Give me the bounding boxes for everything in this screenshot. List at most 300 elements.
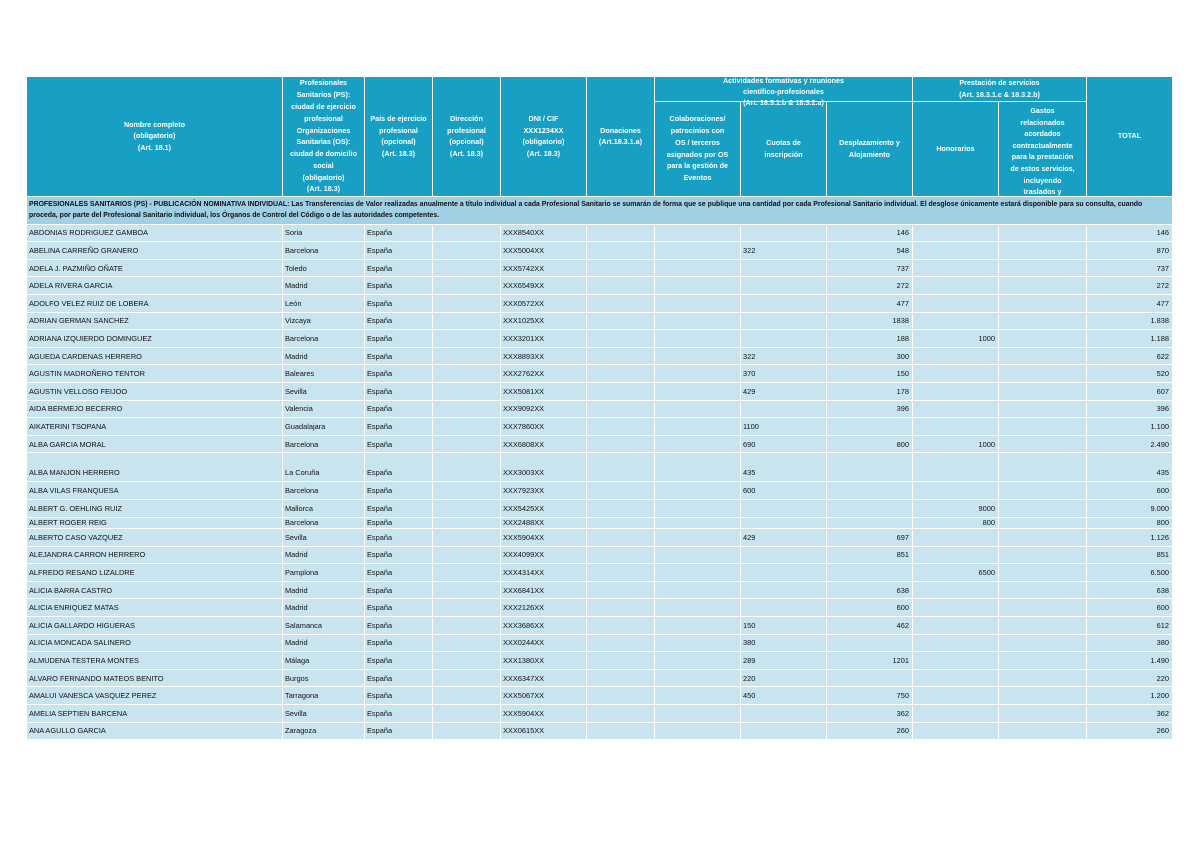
cell-colaboraciones (655, 312, 741, 330)
cell-desplazamiento: 188 (827, 330, 913, 348)
cell-cuotas: 600 (741, 482, 827, 500)
cell-ciudad: La Coruña (283, 453, 365, 482)
cell-pais: España (365, 581, 433, 599)
cell-dni: XXX5067XX (501, 687, 587, 705)
cell-honorarios (913, 312, 999, 330)
cell-colaboraciones (655, 224, 741, 242)
table-row (27, 517, 1173, 529)
cell-honorarios (913, 599, 999, 617)
cell-colaboraciones (655, 453, 741, 482)
cell-ciudad: Soria (283, 224, 365, 242)
cell-direccion (433, 347, 501, 365)
cell-nombre: ALBERTO CASO VAZQUEZ (27, 529, 283, 547)
cell-pais: España (365, 634, 433, 652)
cell-nombre: ADRIANA IZQUIERDO DOMINGUEZ (27, 330, 283, 348)
cell-dni: XXX0572XX (501, 294, 587, 312)
cell-donaciones (587, 599, 655, 617)
cell-dni: XXX5742XX (501, 259, 587, 277)
cell-dni: XXX4099XX (501, 546, 587, 564)
cell-ciudad: Sevilla (283, 704, 365, 722)
cell-honorarios (913, 529, 999, 547)
cell-cuotas: 150 (741, 616, 827, 634)
cell-nombre: ALVARO FERNANDO MATEOS BENITO (27, 669, 283, 687)
cell-gastos (999, 418, 1087, 436)
cell-nombre: ADRIAN GERMAN SANCHEZ (27, 312, 283, 330)
cell-colaboraciones (655, 499, 741, 517)
cell-direccion (433, 546, 501, 564)
cell-dni: XXX8540XX (501, 224, 587, 242)
cell-donaciones (587, 418, 655, 436)
cell-pais: España (365, 453, 433, 482)
cell-colaboraciones (655, 581, 741, 599)
table-row (27, 330, 1173, 348)
cell-donaciones (587, 546, 655, 564)
cell-nombre: ADELA J. PAZMIÑO OÑATE (27, 259, 283, 277)
table-row (27, 482, 1173, 500)
cell-desplazamiento: 150 (827, 365, 913, 383)
cell-direccion (433, 564, 501, 582)
cell-dni: XXX8893XX (501, 347, 587, 365)
cell-cuotas: 429 (741, 382, 827, 400)
cell-donaciones (587, 634, 655, 652)
cell-total: 520 (1087, 365, 1173, 383)
cell-honorarios (913, 652, 999, 670)
cell-nombre: AGUSTIN MADROÑERO TENTOR (27, 365, 283, 383)
cell-honorarios (913, 242, 999, 260)
cell-dni: XXX6347XX (501, 669, 587, 687)
cell-donaciones (587, 564, 655, 582)
cell-pais: España (365, 599, 433, 617)
cell-total: 396 (1087, 400, 1173, 418)
cell-ciudad: Barcelona (283, 517, 365, 529)
table-row (27, 224, 1173, 242)
cell-desplazamiento (827, 499, 913, 517)
cell-nombre: ABDONIAS RODRIGUEZ GAMBOA (27, 224, 283, 242)
table-row (27, 294, 1173, 312)
table-row (27, 687, 1173, 705)
cell-ciudad: Barcelona (283, 435, 365, 453)
cell-direccion (433, 529, 501, 547)
cell-ciudad: Madrid (283, 546, 365, 564)
cell-dni: XXX2762XX (501, 365, 587, 383)
cell-donaciones (587, 277, 655, 295)
cell-cuotas (741, 259, 827, 277)
cell-cuotas (741, 564, 827, 582)
cell-donaciones (587, 365, 655, 383)
cell-total: 1.490 (1087, 652, 1173, 670)
cell-pais: España (365, 482, 433, 500)
cell-total: 1.838 (1087, 312, 1173, 330)
table-row (27, 400, 1173, 418)
cell-gastos (999, 400, 1087, 418)
cell-desplazamiento (827, 517, 913, 529)
cell-desplazamiento (827, 669, 913, 687)
transfers-table (26, 76, 1173, 740)
transfers-sheet (26, 76, 1172, 740)
header-colaboraciones: Colaboraciones/ patrocinios con OS / terceros asignados por OS para la gestión de Eventos (655, 101, 741, 196)
cell-desplazamiento: 600 (827, 599, 913, 617)
cell-gastos (999, 224, 1087, 242)
cell-donaciones (587, 294, 655, 312)
table-row (27, 259, 1173, 277)
cell-honorarios (913, 453, 999, 482)
cell-colaboraciones (655, 382, 741, 400)
cell-colaboraciones (655, 259, 741, 277)
cell-pais: España (365, 546, 433, 564)
cell-direccion (433, 259, 501, 277)
cell-desplazamiento: 178 (827, 382, 913, 400)
cell-dni: XXX7923XX (501, 482, 587, 500)
cell-gastos (999, 242, 1087, 260)
cell-total: 1.200 (1087, 687, 1173, 705)
cell-nombre: ALEJANDRA CARRON HERRERO (27, 546, 283, 564)
header-ciudad: Profesionales Sanitarios (PS): ciudad de ejercicio profesional Organizaciones Sanitarias (OS): ciudad de domicilio social (obligatorio) (Art. 18.3) (283, 77, 365, 197)
cell-direccion (433, 242, 501, 260)
cell-pais: España (365, 330, 433, 348)
cell-desplazamiento: 462 (827, 616, 913, 634)
cell-cuotas (741, 312, 827, 330)
cell-gastos (999, 669, 1087, 687)
cell-desplazamiento: 1838 (827, 312, 913, 330)
cell-honorarios: 6500 (913, 564, 999, 582)
cell-pais: España (365, 382, 433, 400)
cell-honorarios: 9000 (913, 499, 999, 517)
table-header (27, 77, 1173, 197)
cell-nombre: AGUSTIN VELLOSO FEIJOO (27, 382, 283, 400)
cell-gastos (999, 330, 1087, 348)
cell-ciudad: Madrid (283, 277, 365, 295)
cell-cuotas (741, 294, 827, 312)
table-row (27, 564, 1173, 582)
table-row (27, 312, 1173, 330)
cell-direccion (433, 704, 501, 722)
cell-honorarios (913, 704, 999, 722)
cell-gastos (999, 517, 1087, 529)
cell-gastos (999, 499, 1087, 517)
cell-pais: España (365, 400, 433, 418)
cell-total: 737 (1087, 259, 1173, 277)
cell-ciudad: Toledo (283, 259, 365, 277)
cell-desplazamiento (827, 453, 913, 482)
header-nombre: Nombre completo (obligatorio) (Art. 18.1) (27, 77, 283, 197)
cell-nombre: AMALUI VANESCA VASQUEZ PEREZ (27, 687, 283, 705)
table-row (27, 704, 1173, 722)
cell-nombre: ALICIA MONCADA SALINERO (27, 634, 283, 652)
cell-gastos (999, 435, 1087, 453)
cell-total: 1.126 (1087, 529, 1173, 547)
cell-pais: España (365, 347, 433, 365)
cell-desplazamiento (827, 482, 913, 500)
cell-donaciones (587, 669, 655, 687)
header-actividades: Actividades formativas y reuniones científico-profesionales (Art. 18.3.1.b & 18.3.2.a) (655, 77, 913, 102)
cell-dni: XXX6549XX (501, 277, 587, 295)
cell-cuotas: 690 (741, 435, 827, 453)
cell-dni: XXX5904XX (501, 529, 587, 547)
cell-gastos (999, 277, 1087, 295)
cell-total: 2.490 (1087, 435, 1173, 453)
cell-nombre: ALMUDENA TESTERA MONTES (27, 652, 283, 670)
cell-direccion (433, 482, 501, 500)
header-direccion: Dirección profesional (opcional) (Art. 18.3) (433, 77, 501, 197)
cell-pais: España (365, 365, 433, 383)
cell-dni: XXX3003XX (501, 453, 587, 482)
cell-honorarios (913, 482, 999, 500)
cell-nombre: ALICIA ENRIQUEZ MATAS (27, 599, 283, 617)
cell-direccion (433, 435, 501, 453)
cell-direccion (433, 581, 501, 599)
table-row (27, 365, 1173, 383)
cell-cuotas: 435 (741, 453, 827, 482)
cell-pais: España (365, 294, 433, 312)
cell-cuotas (741, 546, 827, 564)
cell-gastos (999, 722, 1087, 740)
header-donaciones: Donaciones (Art.18.3.1.a) (587, 77, 655, 197)
header-honorarios: Honorarios (913, 101, 999, 196)
cell-honorarios (913, 722, 999, 740)
cell-desplazamiento (827, 634, 913, 652)
cell-honorarios (913, 294, 999, 312)
cell-ciudad: Málaga (283, 652, 365, 670)
cell-dni: XXX5425XX (501, 499, 587, 517)
cell-direccion (433, 294, 501, 312)
header-gastos: Gastos relacionados acordados contractualmente para la prestación de estos servicios, incluyendo traslados y (999, 101, 1087, 196)
table-row (27, 382, 1173, 400)
cell-ciudad: Zaragoza (283, 722, 365, 740)
cell-donaciones (587, 382, 655, 400)
cell-gastos (999, 312, 1087, 330)
cell-desplazamiento: 260 (827, 722, 913, 740)
cell-nombre: AIDA BERMEJO BECERRO (27, 400, 283, 418)
cell-pais: España (365, 517, 433, 529)
cell-nombre: AIKATERINI TSOPANA (27, 418, 283, 436)
cell-direccion (433, 277, 501, 295)
cell-desplazamiento: 800 (827, 435, 913, 453)
cell-colaboraciones (655, 634, 741, 652)
cell-ciudad: Salamanca (283, 616, 365, 634)
cell-direccion (433, 499, 501, 517)
cell-donaciones (587, 259, 655, 277)
cell-donaciones (587, 453, 655, 482)
cell-nombre: AGUEDA CARDENAS HERRERO (27, 347, 283, 365)
cell-desplazamiento: 638 (827, 581, 913, 599)
cell-donaciones (587, 529, 655, 547)
cell-desplazamiento: 477 (827, 294, 913, 312)
table-row (27, 616, 1173, 634)
cell-gastos (999, 259, 1087, 277)
cell-cuotas: 1100 (741, 418, 827, 436)
cell-ciudad: Vizcaya (283, 312, 365, 330)
cell-desplazamiento: 548 (827, 242, 913, 260)
table-row (27, 652, 1173, 670)
cell-nombre: ADELA RIVERA GARCIA (27, 277, 283, 295)
cell-nombre: ALICIA GALLARDO HIGUERAS (27, 616, 283, 634)
cell-gastos (999, 482, 1087, 500)
cell-cuotas: 322 (741, 347, 827, 365)
cell-total: 638 (1087, 581, 1173, 599)
cell-colaboraciones (655, 599, 741, 617)
cell-pais: España (365, 652, 433, 670)
cell-desplazamiento: 1201 (827, 652, 913, 670)
cell-cuotas: 429 (741, 529, 827, 547)
cell-pais: España (365, 564, 433, 582)
cell-gastos (999, 634, 1087, 652)
cell-honorarios: 1000 (913, 435, 999, 453)
cell-desplazamiento: 750 (827, 687, 913, 705)
cell-dni: XXX7860XX (501, 418, 587, 436)
header-prestacion: Prestación de servicios (Art. 18.3.1.c & 18.3.2.b) (913, 77, 1087, 102)
cell-honorarios (913, 224, 999, 242)
cell-donaciones (587, 652, 655, 670)
cell-colaboraciones (655, 652, 741, 670)
cell-honorarios (913, 382, 999, 400)
notice-row: PROFESIONALES SANITARIOS (PS) - PUBLICACIÓN NOMINATIVA INDIVIDUAL: Las Transferencias de Valor realizadas anualmente a título individual a cada Profesional Sanitario se sumarán de forma que se publique una cantidad por cada Profesional Sanitario individual. El desglose únicamente estará disponible para su consulta, cuando proceda, por parte del Profesional Sanitario individual, los Órganos de Control del Código o de las autoridades competentes. (27, 196, 1173, 224)
cell-total: 272 (1087, 277, 1173, 295)
cell-pais: España (365, 435, 433, 453)
cell-honorarios (913, 277, 999, 295)
cell-gastos (999, 616, 1087, 634)
cell-colaboraciones (655, 687, 741, 705)
cell-nombre: ALFREDO RESANO LIZALDRE (27, 564, 283, 582)
cell-dni: XXX1025XX (501, 312, 587, 330)
table-row (27, 418, 1173, 436)
cell-cuotas (741, 499, 827, 517)
table-row (27, 499, 1173, 517)
cell-cuotas (741, 581, 827, 599)
cell-desplazamiento: 300 (827, 347, 913, 365)
cell-ciudad: Pamplona (283, 564, 365, 582)
header-total: TOTAL (1087, 77, 1173, 197)
cell-ciudad: Mallorca (283, 499, 365, 517)
cell-colaboraciones (655, 400, 741, 418)
cell-gastos (999, 599, 1087, 617)
cell-direccion (433, 599, 501, 617)
cell-colaboraciones (655, 482, 741, 500)
cell-total: 1.100 (1087, 418, 1173, 436)
cell-dni: XXX3686XX (501, 616, 587, 634)
cell-dni: XXX5904XX (501, 704, 587, 722)
cell-nombre: ALBERT ROGER REIG (27, 517, 283, 529)
cell-donaciones (587, 499, 655, 517)
cell-total: 870 (1087, 242, 1173, 260)
cell-dni: XXX5081XX (501, 382, 587, 400)
cell-gastos (999, 687, 1087, 705)
cell-honorarios (913, 616, 999, 634)
cell-honorarios (913, 400, 999, 418)
table-body (27, 196, 1173, 740)
table-row (27, 347, 1173, 365)
cell-total: 362 (1087, 704, 1173, 722)
cell-direccion (433, 722, 501, 740)
cell-direccion (433, 634, 501, 652)
cell-desplazamiento: 272 (827, 277, 913, 295)
cell-colaboraciones (655, 529, 741, 547)
cell-direccion (433, 517, 501, 529)
cell-honorarios (913, 259, 999, 277)
cell-nombre: ADOLFO VELEZ RUIZ DE LOBERA (27, 294, 283, 312)
cell-direccion (433, 453, 501, 482)
cell-pais: España (365, 616, 433, 634)
cell-total: 477 (1087, 294, 1173, 312)
cell-honorarios (913, 347, 999, 365)
cell-donaciones (587, 517, 655, 529)
table-row (27, 435, 1173, 453)
table-row (27, 634, 1173, 652)
cell-donaciones (587, 224, 655, 242)
cell-pais: España (365, 687, 433, 705)
cell-honorarios (913, 634, 999, 652)
cell-colaboraciones (655, 418, 741, 436)
cell-gastos (999, 347, 1087, 365)
cell-total: 435 (1087, 453, 1173, 482)
cell-colaboraciones (655, 546, 741, 564)
cell-direccion (433, 400, 501, 418)
cell-colaboraciones (655, 435, 741, 453)
cell-ciudad: Madrid (283, 347, 365, 365)
cell-colaboraciones (655, 517, 741, 529)
cell-gastos (999, 294, 1087, 312)
cell-colaboraciones (655, 242, 741, 260)
cell-ciudad: Tarragona (283, 687, 365, 705)
cell-donaciones (587, 400, 655, 418)
cell-ciudad: Guadalajara (283, 418, 365, 436)
cell-colaboraciones (655, 564, 741, 582)
cell-dni: XXX5004XX (501, 242, 587, 260)
cell-pais: España (365, 312, 433, 330)
cell-nombre: ABELINA CARREÑO GRANERO (27, 242, 283, 260)
table-row (27, 277, 1173, 295)
cell-pais: España (365, 499, 433, 517)
cell-direccion (433, 330, 501, 348)
cell-honorarios (913, 546, 999, 564)
cell-honorarios (913, 669, 999, 687)
cell-direccion (433, 687, 501, 705)
table-row (27, 242, 1173, 260)
cell-dni: XXX0244XX (501, 634, 587, 652)
cell-nombre: ALBA GARCIA MORAL (27, 435, 283, 453)
cell-nombre: ALBERT G. OEHLING RUIZ (27, 499, 283, 517)
cell-honorarios (913, 687, 999, 705)
cell-desplazamiento (827, 564, 913, 582)
cell-gastos (999, 529, 1087, 547)
table-row (27, 599, 1173, 617)
cell-desplazamiento: 396 (827, 400, 913, 418)
header-dni: DNI / CIF XXX1234XX (obligatorio) (Art. 18.3) (501, 77, 587, 197)
cell-cuotas (741, 330, 827, 348)
table-row (27, 529, 1173, 547)
cell-total: 600 (1087, 599, 1173, 617)
cell-ciudad: Barcelona (283, 242, 365, 260)
cell-ciudad: Burgos (283, 669, 365, 687)
cell-donaciones (587, 347, 655, 365)
cell-total: 600 (1087, 482, 1173, 500)
cell-ciudad: Sevilla (283, 529, 365, 547)
cell-gastos (999, 564, 1087, 582)
cell-pais: España (365, 242, 433, 260)
cell-colaboraciones (655, 277, 741, 295)
cell-pais: España (365, 224, 433, 242)
cell-cuotas (741, 704, 827, 722)
cell-honorarios (913, 418, 999, 436)
cell-dni: XXX9092XX (501, 400, 587, 418)
cell-total: 146 (1087, 224, 1173, 242)
cell-direccion (433, 652, 501, 670)
cell-colaboraciones (655, 704, 741, 722)
cell-ciudad: Valencia (283, 400, 365, 418)
cell-donaciones (587, 722, 655, 740)
cell-pais: España (365, 529, 433, 547)
cell-desplazamiento: 851 (827, 546, 913, 564)
cell-colaboraciones (655, 330, 741, 348)
